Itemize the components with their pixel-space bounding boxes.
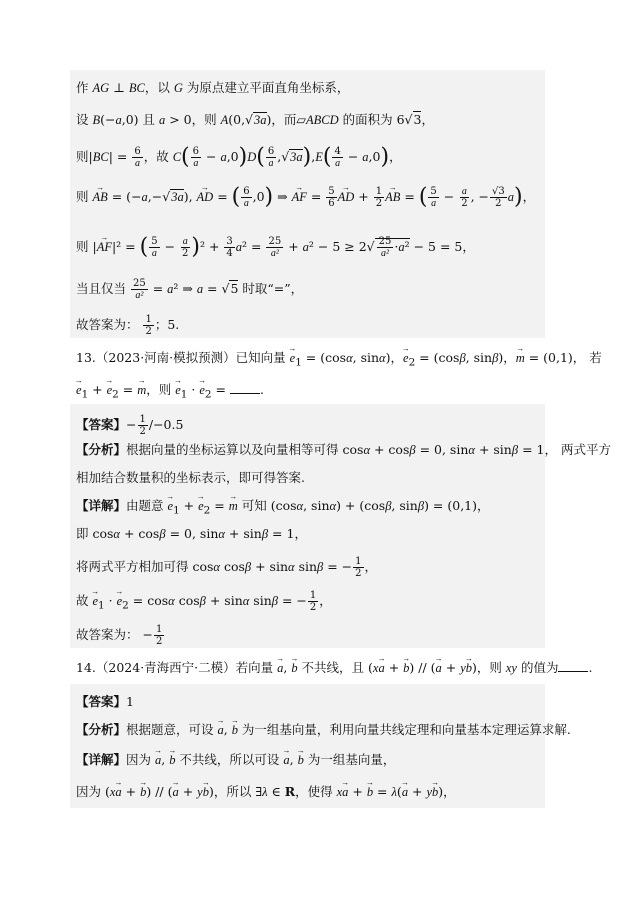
question-13-stem: 13.（2023·河南·模拟预测）已知向量 → $e_1 = (\cos\alpha$, sinα)，→ $e_2 = (\cos\beta$, sinβ)，→ m = (0,1)， 若 <box>76 350 570 371</box>
analysis-line: 相加结合数量积的坐标表示，即可得答案. <box>76 470 305 485</box>
text-line: 则 → AB = (−a,−√3a), → AD = ( $\frac{6}{a}$ ,0) ⇒ → AF = $\frac{5}{6}$ → AD + $\frac{1}{2}$ → AB = ( $\frac{5}{a}$ − $\frac{a}{2}$ , − $\frac{√3}{2}$ a)， <box>76 186 570 209</box>
detail-line: 【详解】因为 → a, → b 不共线，所以可设 → a, → b 为一组基向量， <box>76 752 570 768</box>
question-14-stem: 14.（2024·青海西宁·二模）若向量 → a, → b 不共线，且 (x→ a + → b) // (→ a + y→ b)，则 xy 的值为 . <box>76 660 570 676</box>
text-line: 设 B(−a,0) 且 a > 0，则 A(0,√3a)，而▱ABCD 的面积为 6√3， <box>76 112 434 127</box>
detail-line: 因为 (x→ a + → b) // (→ a + y→ b)，所以 ∃λ ∈ R，使得 x→ a + → b = λ(→ a + y→ b)， <box>76 784 570 800</box>
text-line: 则|BC| = $\frac{6}{a}$ ，故 C( $\frac{6}{a}$ − a,0)D( $\frac{6}{a}$ ,√3a),E( $\frac{4}{a}$ − a,0)， <box>76 144 402 170</box>
text-line: 当且仅当 $\frac{25}{\text{a²}}$ = a² ⇒ a = √5 时取“=”， <box>76 278 304 301</box>
detail-line: 故答案为： − $\frac{1}{2}$ <box>76 624 163 647</box>
text-line: 故答案为： $\frac{1}{2}$ ；5. <box>76 314 180 337</box>
analysis-line: 【分析】根据向量的坐标运算以及向量相等可得 cosα + cosβ = 0, sinα + sinβ = 1， 两式平方 <box>76 442 611 457</box>
detail-line: 将两式平方相加可得 cosα cosβ + sinα sinβ = − $\frac{1}{2}$ ， <box>76 556 378 579</box>
answer-line: 【答案】− $\frac{1}{2}$ /−0.5 <box>76 414 184 437</box>
analysis-line: 【分析】根据题意，可设 → a, → b 为一组基向量，利用向量共线定理和向量基本定理运算求解. <box>76 722 570 738</box>
detail-line: 故 → $e_1$ · → $e_2 = \cos\alpha$ cosβ + sinα sinβ = − $\frac{1}{2}$ ， <box>76 590 570 614</box>
text-line: 则 |→ AF|² = ( $\frac{5}{a}$ − $\frac{a}{2}$ )² + $\frac{3}{4}$ a² = $\frac{25}{\text{a²}}$ + a² − 5 ≥ 2√ $\frac{25}{\text{a²}}$ ·a² − 5 = 5， <box>76 236 570 259</box>
detail-line: 即 cosα + cosβ = 0, sinα + sinβ = 1， <box>76 526 307 541</box>
text-line: 作 AG ⊥ BC，以 G 为原点建立平面直角坐标系， <box>76 80 350 95</box>
answer-line: 【答案】1 <box>76 694 134 709</box>
detail-line: 【详解】由题意 → $e_1$ + → $e_2$ = → m 可知 (cosα, sinα) + (cosβ, sinβ) = (0,1)， <box>76 498 570 519</box>
question-13-stem: → $e_1$ + → $e_2$ = → m，则 → $e_1$ · → $e_2$ = . <box>76 382 570 403</box>
